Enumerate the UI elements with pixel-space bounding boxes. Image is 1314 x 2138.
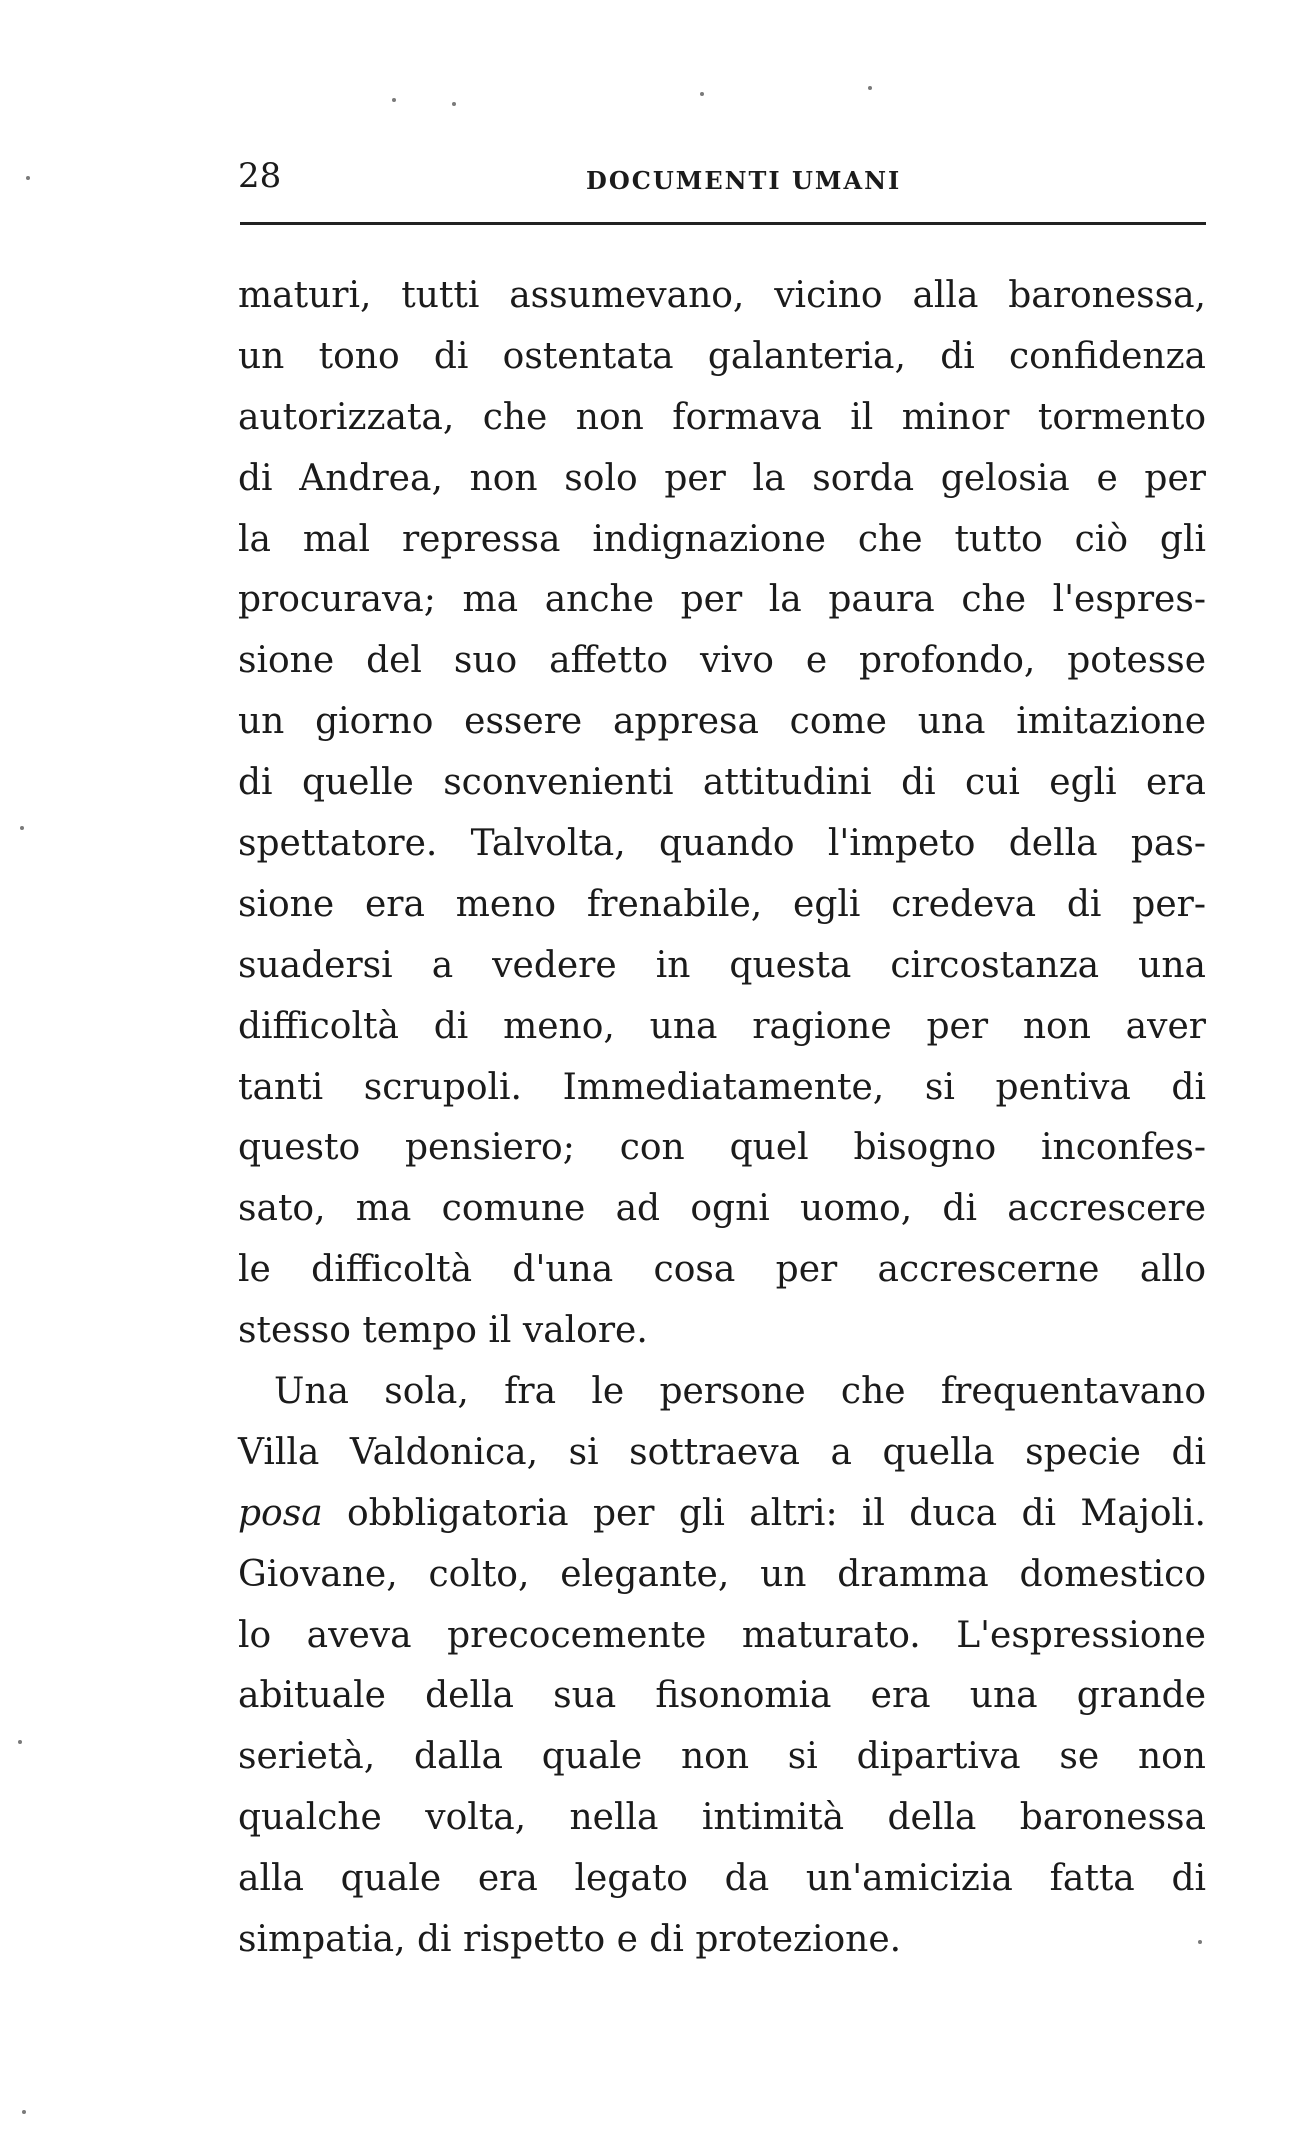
text-line [238,1484,1206,1545]
text-line: un tono di ostentata galanteria, di confidenza [238,335,1206,377]
text-line: di quelle sconvenienti attitudini di cui egli era [238,762,1206,804]
text-line: lo aveva precocemente maturato. L'espressione [238,1614,1206,1656]
text-line: stesso tempo il valore. [238,1310,648,1352]
italic-word: posa [238,1492,323,1534]
scan-speck [452,102,456,106]
text-line: un giorno essere appresa come una imitazione [238,701,1206,743]
scan-speck [700,92,704,96]
text-fragment: obbligatoria per gli altri: il duca di Majoli. [322,1492,1206,1534]
text-line: Una sola, fra le persone che frequentavano [274,1371,1206,1413]
page-number: 28 [238,156,282,196]
scan-speck [18,1740,22,1744]
text-line: di Andrea, non solo per la sorda gelosia e per [238,457,1206,499]
text-line: autorizzata, che non formava il minor tormento [238,396,1206,438]
text-line: abituale della sua fisonomia era una grande [238,1675,1206,1717]
text-line: serietà, dalla quale non si dipartiva se non [238,1736,1206,1778]
text-line: sione era meno frenabile, egli credeva di per- [238,883,1206,925]
text-line: Giovane, colto, elegante, un dramma domestico [238,1553,1206,1595]
header-rule [240,222,1206,225]
text-line: sato, ma comune ad ogni uomo, di accrescere [238,1188,1206,1230]
text-line: maturi, tutti assumevano, vicino alla baronessa, [238,275,1206,316]
scan-speck [22,2110,26,2114]
running-title: DOCUMENTI UMANI [586,166,902,195]
text-line: difficoltà di meno, una ragione per non aver [238,1005,1206,1047]
text-line: suadersi a vedere in questa circostanza una [238,944,1206,986]
text-line: qualche volta, nella intimità della baronessa [238,1797,1206,1839]
scan-speck [868,86,872,90]
text-line: la mal repressa indignazione che tutto ciò gli [238,518,1206,560]
text-line: procurava; ma anche per la paura che l'espres- [238,579,1206,621]
text-line: sione del suo affetto vivo e profondo, potesse [238,640,1206,682]
text-line: questo pensiero; con quel bisogno inconfes- [238,1127,1206,1169]
body-text [238,266,1206,1971]
scan-speck [392,98,396,102]
scan-speck [20,826,24,830]
scan-speck [26,176,30,180]
text-line: alla quale era legato da un'amicizia fatta di [238,1858,1206,1900]
text-line: spettatore. Talvolta, quando l'impeto della pas- [238,823,1206,865]
text-line: tanti scrupoli. Immediatamente, si pentiva di [238,1066,1206,1108]
page-header [238,156,1204,208]
text-line: le difficoltà d'una cosa per accrescerne allo [238,1249,1206,1291]
text-line: simpatia, di rispetto e di protezione. [238,1919,902,1961]
text-line: Villa Valdonica, si sottraeva a quella specie di [238,1431,1206,1473]
scan-speck [1198,1940,1202,1944]
